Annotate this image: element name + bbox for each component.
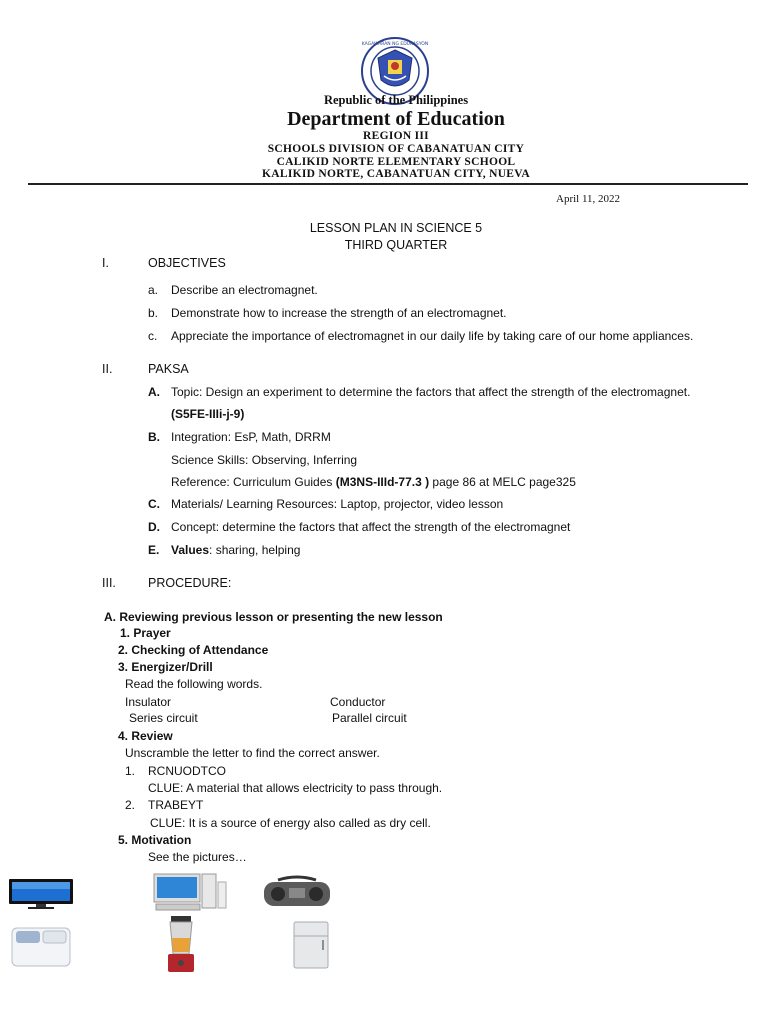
word-series-circuit: Series circuit (129, 711, 198, 725)
region-line: REGION III (363, 130, 429, 142)
reference-code: (M3NS-IIId-77.3 ) (335, 475, 430, 489)
review-q2-word: TRABEYT (148, 798, 204, 812)
paksa-reference (171, 475, 576, 489)
objective-letter-b: b. (148, 306, 159, 320)
refrigerator-picture (290, 920, 332, 970)
paksa-letter-c: C. (148, 497, 160, 511)
reference-prefix: Reference: Curriculum Guides (171, 475, 336, 489)
radio-cassette-picture (262, 874, 332, 908)
paksa-concept: Concept: determine the factors that affect the strength of the electromagnet (171, 520, 571, 534)
paksa-number: II. (102, 362, 113, 376)
word-conductor: Conductor (330, 695, 386, 709)
review-q2-number: 2. (125, 798, 136, 812)
paksa-topic-code: (S5FE-IIIi-j-9) (171, 407, 245, 421)
values-label: Values (171, 543, 210, 557)
procedure-heading: PROCEDURE: (148, 576, 232, 590)
motivation-instruction: See the pictures… (148, 850, 247, 864)
school-line: CALIKID NORTE ELEMENTARY SCHOOL (276, 156, 516, 168)
paksa-science-skills: Science Skills: Observing, Inferring (171, 453, 358, 467)
procedure-number: III. (102, 576, 116, 590)
step-prayer: 1. Prayer (120, 626, 171, 640)
step-attendance: 2. Checking of Attendance (118, 643, 269, 657)
svg-text:KAGAWARAN NG EDUKASYON: KAGAWARAN NG EDUKASYON (361, 42, 429, 47)
word-insulator: Insulator (125, 695, 172, 709)
lesson-plan-title: LESSON PLAN IN SCIENCE 5 (309, 221, 483, 235)
objective-letter-a: a. (148, 283, 159, 297)
quarter-title: THIRD QUARTER (344, 238, 448, 252)
word-parallel-circuit: Parallel circuit (332, 711, 407, 725)
objectives-number: I. (102, 256, 109, 270)
paksa-letter-a: A. (148, 385, 160, 399)
reference-suffix: page 86 at MELC page325 (429, 475, 576, 489)
objective-item-b: Demonstrate how to increase the strength of an electromagnet. (171, 306, 507, 320)
desktop-computer-picture (150, 872, 228, 912)
procedure-section-a: A. Reviewing previous lesson or presenting the new lesson (104, 610, 443, 624)
review-q2-clue: CLUE: It is a source of energy also called as dry cell. (150, 816, 431, 830)
date-text: April 11, 2022 (556, 193, 621, 205)
paksa-heading: PAKSA (148, 362, 189, 376)
header-divider (28, 183, 748, 185)
objective-letter-c: c. (148, 329, 158, 343)
paksa-letter-d: D. (148, 520, 160, 534)
division-line: SCHOOLS DIVISION OF CABANATUAN CITY (267, 143, 525, 155)
paksa-values (171, 543, 300, 557)
department-title: Department of Education (287, 108, 505, 130)
drill-instruction: Read the following words. (125, 677, 263, 691)
paksa-topic: Topic: Design an experiment to determine the factors that affect the strength of the electromagnet. (171, 385, 691, 399)
television-picture (8, 878, 74, 910)
objectives-heading: OBJECTIVES (148, 256, 226, 270)
review-q1-clue: CLUE: A material that allows electricity to pass through. (148, 781, 443, 795)
paksa-letter-e: E. (148, 543, 160, 557)
paksa-integration: Integration: EsP, Math, DRRM (171, 430, 331, 444)
blender-picture (158, 914, 208, 974)
republic-line: Republic of the Philippines (323, 93, 469, 107)
step-motivation: 5. Motivation (118, 833, 192, 847)
review-q1-number: 1. (125, 764, 136, 778)
review-q1-word: RCNUODTCO (148, 764, 226, 778)
review-instruction: Unscramble the letter to find the correct answer. (125, 746, 380, 760)
values-text: : sharing, helping (209, 543, 301, 557)
step-energizer: 3. Energizer/Drill (118, 660, 213, 674)
objective-item-c: Appreciate the importance of electromagnet in our daily life by taking care of our home appliances. (171, 329, 694, 343)
address-line: KALIKID NORTE, CABANATUAN CITY, NUEVA (262, 168, 530, 180)
objective-item-a: Describe an electromagnet. (171, 283, 318, 297)
step-review: 4. Review (118, 729, 173, 743)
washing-machine-picture (10, 924, 72, 968)
paksa-letter-b: B. (148, 430, 160, 444)
paksa-materials: Materials/ Learning Resources: Laptop, projector, video lesson (171, 497, 504, 511)
